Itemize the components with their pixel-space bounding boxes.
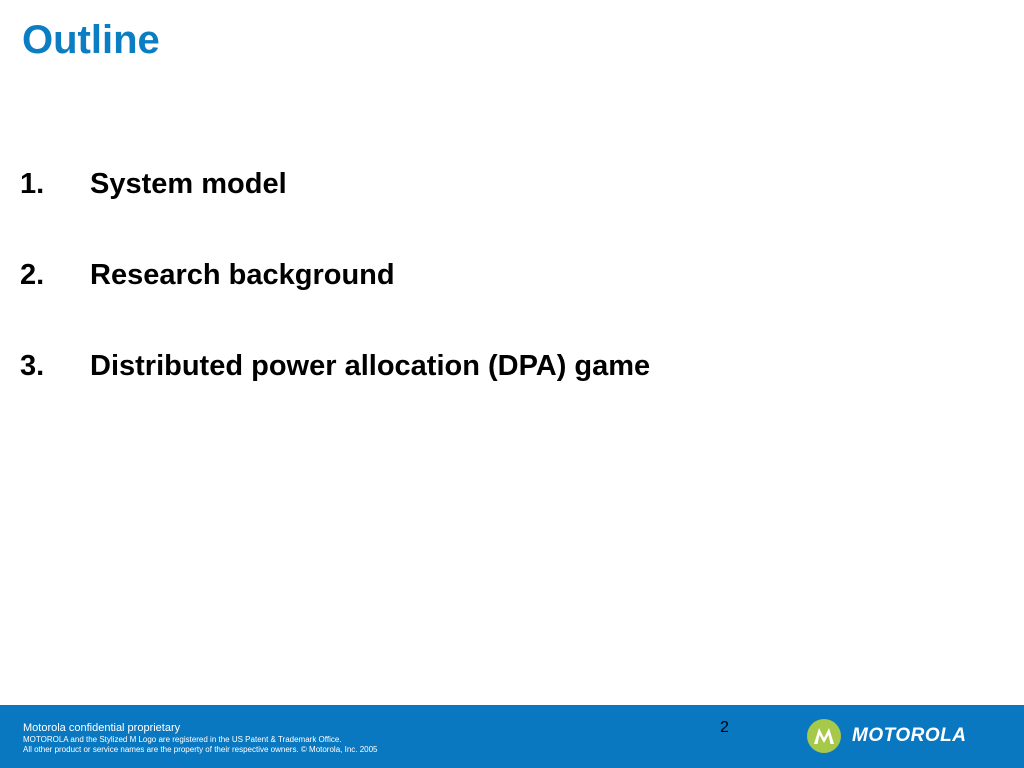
outline-list xyxy=(20,164,650,437)
outline-item-text: System model xyxy=(90,168,287,200)
outline-item-number: 1. xyxy=(20,168,45,200)
trademark-notice: MOTOROLA and the Stylized M Logo are registered in the US Patent & Trademark Office. xyxy=(23,735,342,744)
page-number: 2 xyxy=(720,719,729,736)
motorola-wordmark: MOTOROLA xyxy=(852,725,967,746)
outline-item-text: Distributed power allocation (DPA) game xyxy=(90,350,651,382)
footer-bar xyxy=(0,705,1024,768)
slide-title: Outline xyxy=(22,18,160,62)
motorola-m-logo-icon xyxy=(806,718,842,754)
outline-item-number: 2. xyxy=(20,259,45,291)
outline-item-2 xyxy=(20,255,650,346)
copyright-notice: All other product or service names are the property of their respective owners. © Motorola, Inc. 2005 xyxy=(23,745,378,754)
outline-item-number: 3. xyxy=(20,350,45,382)
outline-item-1 xyxy=(20,164,650,255)
outline-item-text: Research background xyxy=(90,259,395,291)
confidential-notice: Motorola confidential proprietary xyxy=(23,722,181,734)
outline-item-3 xyxy=(20,346,650,437)
